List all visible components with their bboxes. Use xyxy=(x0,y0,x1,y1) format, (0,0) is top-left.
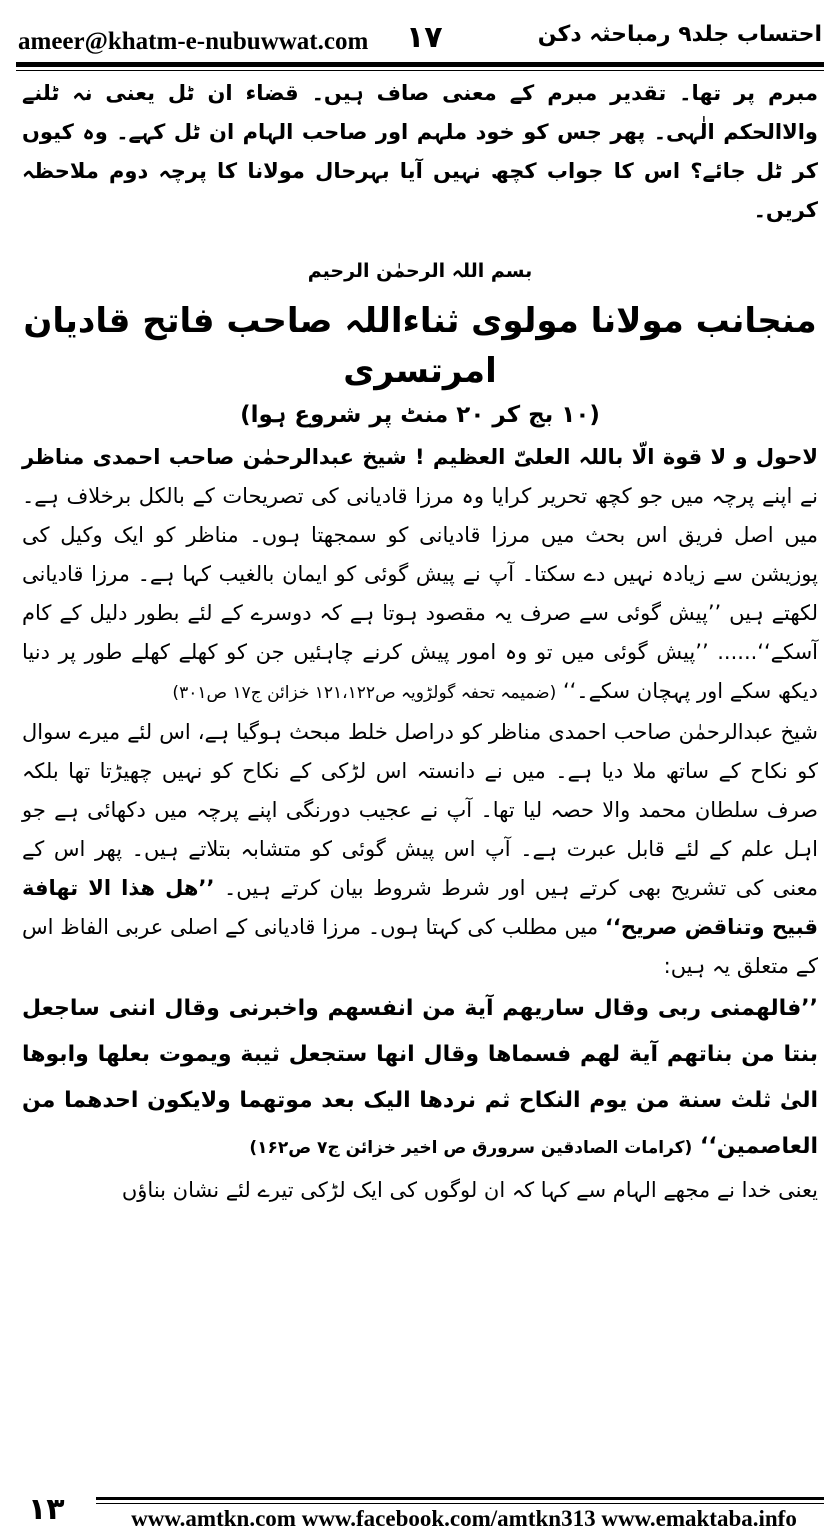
arabic-quote-text: ’’فالھمنی ربی وقال ساریھم آیة من انفسھم واخبرنی وقال اننی ساجعل بنتا من بناتھم آیة لھم فسماھا وقال انھا ستجعل ثیبة ویموت بعلھا وابوھا الیٰ ثلث سنة من یوم النکاح ثم نردھا الیک بعد موتھما ولایکون احدھما من العاصمین‘‘ xyxy=(22,996,818,1159)
running-title: احتساب جلد۹ رمباحثہ دکن xyxy=(537,22,822,47)
paragraph-3-text: شیخ عبدالرحمٰن صاحب احمدی مناظر کو دراصل خلط مبحث ہوگیا ہے، اس لئے میرے سوال کو نکاح کے ساتھ ملا دیا ہے۔ میں نے دانستہ اس لڑکی کے نکاح کو نہیں چھیڑتا تھا بلکہ صرف سلطان محمد والا حصہ لیا تھا۔ آپ نے عجیب دورنگی اپنے پرچہ میں دکھائی ہے جو اہل علم کے لئے قابل عبرت ہے۔ آپ اس پیش گوئی کو متشابہ بتلاتے ہیں۔ پھر اس کے معنی کی تشریح بھی کرتے ہیں اور شرط شروط بیان کرتے ہیں۔ xyxy=(22,720,818,900)
arabic-quote xyxy=(22,986,818,1171)
footer-page-box xyxy=(16,1492,94,1532)
arabic-phrase: ’’ھل ھذا الا تھافة قبیح وتناقض صریح‘‘ xyxy=(22,876,818,939)
footer-rule-thin xyxy=(96,1503,824,1504)
paragraph-2 xyxy=(22,438,818,713)
paragraph-2-lead: لاحول و لا قوة الّا باللہ العلیّ العظیم ! شیخ عبدالرحمٰن صاحب احمدی مناظر xyxy=(22,445,818,469)
header-rule-thick xyxy=(16,62,824,67)
header-page-number: ۱۷ xyxy=(406,20,443,55)
footer-urls[interactable]: www.amtkn.com www.facebook.com/amtkn313 www.emaktaba.info xyxy=(131,1506,797,1531)
paragraph-2-text: نے اپنے پرچہ میں جو کچھ تحریر کرایا وہ مرزا قادیانی کی تصریحات کے بالکل برخلاف ہے۔ میں اصل فریق اس بحث میں مرزا قادیانی کو سمجھتا ہوں۔ مناظر کو ایک وکیل کی پوزیشن سے زیادہ نہیں دے سکتا۔ آپ نے پیش گوئی کو ایمان بالغیب کہا ہے۔ مرزا قادیانی لکھتے ہیں ’’پیش گوئی سے صرف یہ مقصود ہوتا ہے کہ دوسرے کے لئے بطور دلیل کے کام آسکے‘‘...... ’’پیش گوئی میں تو وہ امور پیش کرنے چاہئیں جن کو کھلے کھلے طور پر دنیا دیکھ سکے اور پہچان سکے۔‘‘ xyxy=(22,484,818,703)
footer-page-number: ۱۳ xyxy=(28,1492,65,1527)
header-email[interactable]: ameer@khatm-e-nubuwwat.com xyxy=(18,28,369,55)
header-rule-thin xyxy=(16,70,824,71)
citation-1: (ضمیمہ تحفہ گولڑویہ ص۱۲۱،۱۲۲ خزائن ج۱۷ ص۳۰۱) xyxy=(172,683,557,703)
paragraph-3-tail: میں مطلب کی کہتا ہوں۔ مرزا قادیانی کے اصلی عربی الفاظ اس کے متعلق یہ ہیں: xyxy=(22,915,818,978)
paragraph-last-line: یعنی خدا نے مجھے الہام سے کہا کہ ان لوگوں کی ایک لڑکی تیرے لئے نشان بناؤں xyxy=(121,1178,818,1202)
bismillah: بسم اللہ الرحمٰن الرحیم xyxy=(307,260,533,282)
paragraph-3 xyxy=(22,713,818,986)
footer-rule-thick xyxy=(96,1497,824,1500)
paragraph-1: مبرم پر تھا۔ تقدیر مبرم کے معنی صاف ہیں۔ قضاء ان ٹل یعنی نہ ٹلنے والاالحکم الٰہی۔ پھر جس کو خود ملہم اور صاحب الہام ان ٹل کہے۔ وہ کیوں کر ٹل جائے؟ اس کا جواب کچھ نہیں آیا بہرحال مولانا کا پرچہ دوم ملاحظہ کریں۔ xyxy=(22,81,818,222)
section-heading: منجانب مولانا مولوی ثناءاللہ صاحب فاتح قادیان امرتسری xyxy=(23,301,817,391)
citation-2: (کرامات الصادقین سرورق ص اخیر خزائن ج۷ ص۱۶۲) xyxy=(249,1138,693,1158)
page-header xyxy=(16,14,824,62)
section-subheading: (۱۰ بج کر ۲۰ منٹ پر شروع ہوا) xyxy=(240,402,600,428)
page-body xyxy=(22,74,818,1210)
